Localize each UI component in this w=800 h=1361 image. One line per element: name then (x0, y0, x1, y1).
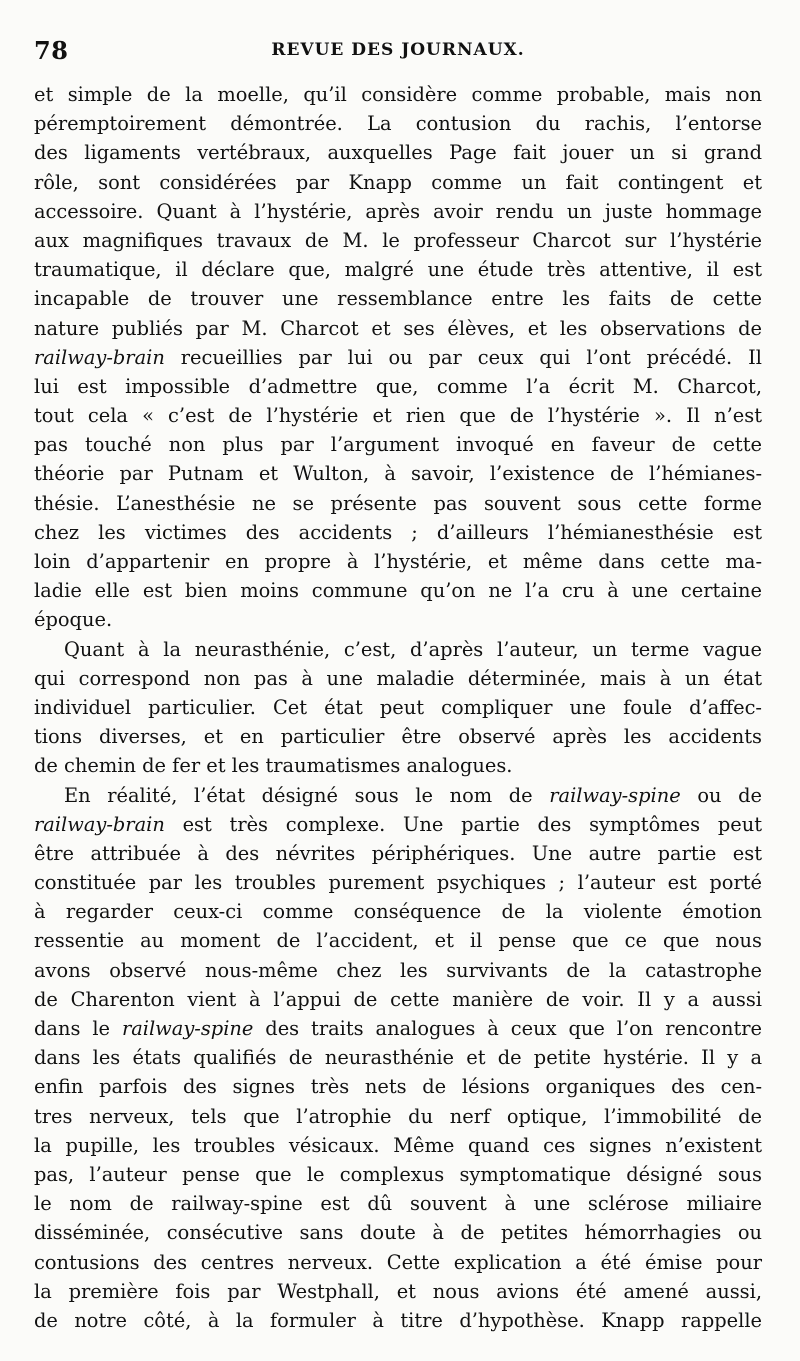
italic-term: railway-brain (34, 345, 165, 369)
text-segment: disséminée, consécutive sans doute à de petites hémorrhagies ou (34, 1221, 762, 1245)
text-line (34, 693, 762, 722)
text-segment: de chemin de fer et les traumatismes analogues. (34, 754, 513, 778)
text-line (34, 722, 762, 751)
text-segment: est très complexe. Une partie des symptômes peut (164, 812, 762, 836)
text-line (34, 1072, 762, 1101)
text-segment: ou de (680, 783, 762, 807)
text-segment: ladie elle est bien moins commune qu’on ne l’a cru à une certaine (34, 579, 762, 603)
text-line (34, 781, 762, 810)
text-segment: des ligaments vertébraux, auxquelles Page fait jouer un si grand (34, 141, 762, 165)
text-line (34, 255, 762, 284)
text-segment: et simple de la moelle, qu’il considère comme probable, mais non (34, 83, 762, 106)
text-line (34, 839, 762, 868)
text-line (34, 868, 762, 897)
text-segment: traumatique, il déclare que, malgré une étude très attentive, il est (34, 258, 762, 282)
text-line (34, 401, 762, 430)
text-line (34, 605, 762, 634)
italic-term: railway-spine (121, 1017, 254, 1040)
text-segment: de notre côté, à la formuler à titre d’hypothèse. Knapp rappelle (34, 1308, 762, 1332)
text-line (34, 547, 762, 576)
text-line (34, 80, 762, 109)
page-header (34, 36, 762, 70)
text-line (34, 1014, 762, 1043)
text-segment: dans le (34, 1017, 122, 1040)
text-line (34, 985, 762, 1014)
text-segment: tres nerveux, tels que l’atrophie du nerf optique, l’immobilité de (34, 1104, 762, 1128)
text-line (34, 372, 762, 401)
text-line (34, 459, 762, 488)
text-segment: aux magnifiques travaux de M. le professeur Charcot sur l’hystérie (34, 228, 762, 252)
text-line (34, 343, 762, 372)
text-segment: avons observé nous-même chez les survivants de la catastrophe (34, 958, 762, 982)
text-line (34, 197, 762, 226)
text-segment: thésie. L’anesthésie ne se présente pas souvent sous cette forme (34, 491, 762, 515)
text-segment: lui est impossible d’admettre que, comme l’a écrit M. Charcot, (34, 374, 762, 398)
text-segment: constituée par les troubles purement psychiques ; l’auteur est porté (34, 871, 762, 895)
text-segment: loin d’appartenir en propre à l’hystérie, et même dans cette ma- (34, 550, 762, 573)
text-line (34, 956, 762, 985)
text-segment: pas touché non plus par l’argument invoqué en faveur de cette (34, 433, 762, 457)
text-segment: chez les victimes des accidents ; d’ailleurs l’hémianesthésie est (34, 520, 762, 544)
text-line (34, 810, 762, 839)
text-segment: péremptoirement démontrée. La contusion du rachis, l’entorse (34, 112, 762, 136)
text-line (34, 635, 762, 664)
text-line (34, 1131, 762, 1160)
page-number: 78 (34, 36, 69, 65)
text-segment: Quant à la neurasthénie, c’est, d’après l’auteur, un terme vague (64, 637, 762, 661)
italic-term: railway-spine (549, 783, 681, 807)
text-segment: la pupille, les troubles vésicaux. Même quand ces signes n’existent (34, 1133, 762, 1157)
text-segment: être attribuée à des névrites périphériques. Une autre partie est (34, 841, 762, 865)
text-segment: individuel particulier. Cet état peut compliquer une foule d’affec- (34, 695, 762, 719)
text-segment: le nom de railway-spine est dû souvent à une sclérose miliaire (34, 1192, 762, 1216)
text-line (34, 926, 762, 955)
text-segment: accessoire. Quant à l’hystérie, après avoir rendu un juste hommage (34, 199, 762, 223)
text-segment: de Charenton vient à l’appui de cette manière de voir. Il y a aussi (34, 987, 762, 1011)
text-segment: pas, l’auteur pense que le complexus symptomatique désigné sous (34, 1162, 762, 1186)
text-segment: qui correspond non pas à une maladie déterminée, mais à un état (34, 666, 762, 690)
text-line (34, 518, 762, 547)
text-segment: à regarder ceux-ci comme conséquence de la violente émotion (34, 900, 762, 924)
text-line (34, 168, 762, 197)
text-segment: recueillies par lui ou par ceux qui l’ont précédé. Il (164, 345, 762, 369)
text-segment: tions diverses, et en particulier être observé après les accidents (34, 725, 762, 749)
text-segment: dans les états qualifiés de neurasthénie et de petite hystérie. Il y a (34, 1046, 762, 1070)
text-segment: nature publiés par M. Charcot et ses élèves, et les observations de (34, 316, 762, 340)
text-line (34, 1102, 762, 1131)
article-body (34, 80, 762, 1335)
text-line (34, 1306, 762, 1335)
text-segment: tout cela « c’est de l’hystérie et rien que de l’hystérie ». Il n’est (34, 404, 762, 428)
running-title: REVUE DES JOURNAUX. (271, 40, 525, 60)
text-line (34, 314, 762, 343)
text-line (34, 1043, 762, 1072)
text-segment: rôle, sont considérées par Knapp comme un fait contingent et (34, 170, 762, 194)
text-line (34, 1277, 762, 1306)
text-line (34, 1248, 762, 1277)
text-line (34, 109, 762, 138)
text-line (34, 751, 762, 780)
text-line (34, 284, 762, 313)
text-segment: époque. (34, 608, 113, 632)
text-line (34, 576, 762, 605)
text-line (34, 664, 762, 693)
text-segment: des traits analogues à ceux que l’on rencontre (253, 1017, 762, 1040)
text-line (34, 489, 762, 518)
italic-term: railway-brain (34, 812, 165, 836)
text-line (34, 1218, 762, 1247)
text-segment: En réalité, l’état désigné sous le nom de (64, 783, 550, 807)
text-segment: la première fois par Westphall, et nous avions été amené aussi, (34, 1279, 762, 1303)
text-segment: ressentie au moment de l’accident, et il pense que ce que nous (34, 929, 762, 953)
text-line (34, 1189, 762, 1218)
text-line (34, 897, 762, 926)
text-line (34, 1160, 762, 1189)
text-segment: enfin parfois des signes très nets de lésions organiques des cen- (34, 1075, 762, 1099)
text-line (34, 226, 762, 255)
text-segment: théorie par Putnam et Wulton, à savoir, l’existence de l’hémianes- (34, 462, 762, 486)
text-segment: contusions des centres nerveux. Cette explication a été émise pour (34, 1250, 762, 1274)
text-line (34, 430, 762, 459)
text-line (34, 138, 762, 167)
text-segment: incapable de trouver une ressemblance entre les faits de cette (34, 287, 762, 311)
